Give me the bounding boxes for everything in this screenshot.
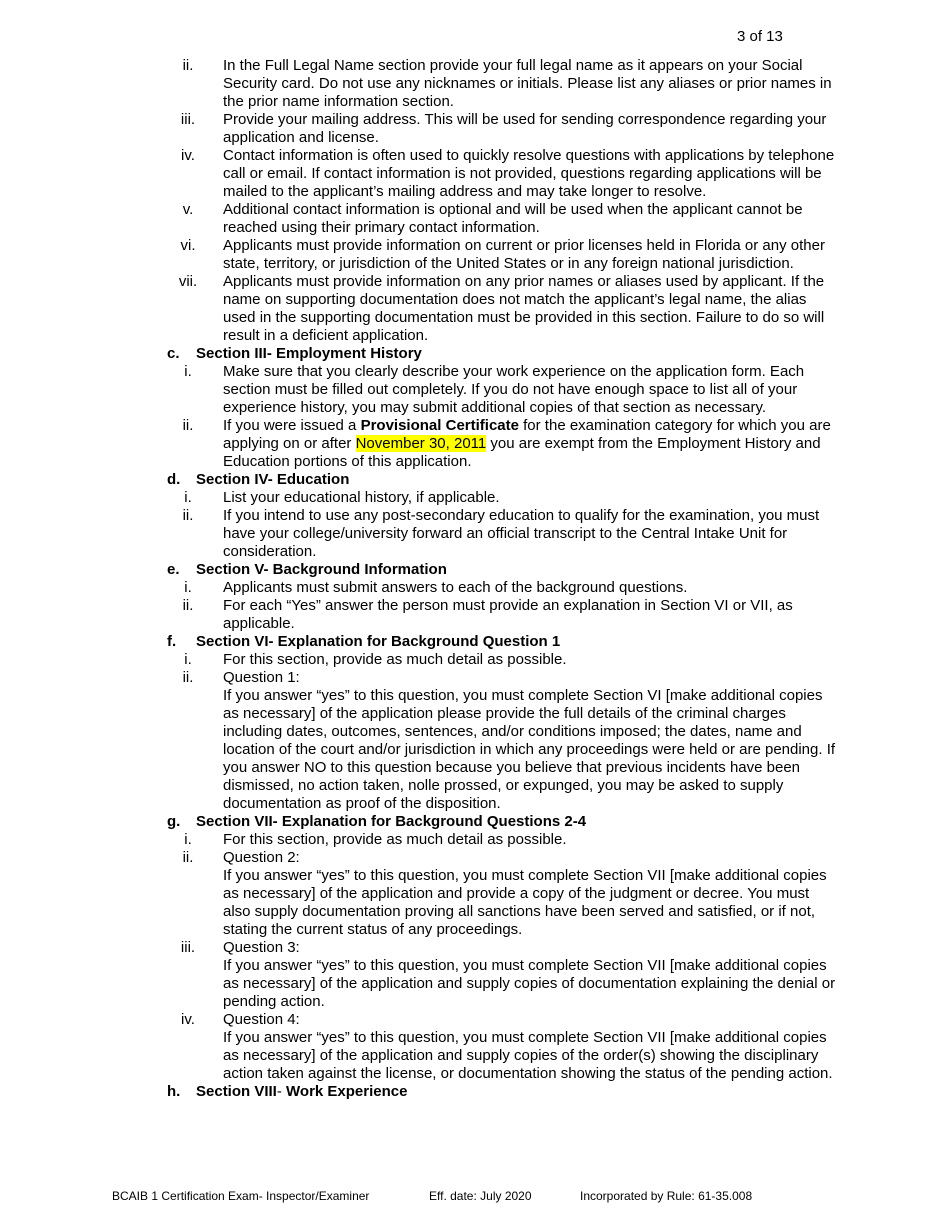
item-text: Additional contact information is optional and will be used when the applicant cannot be reached using their primary contact information. xyxy=(223,201,803,236)
item-number: ii. xyxy=(182,849,194,866)
item-number: ii. xyxy=(182,507,194,524)
section-letter: c. xyxy=(167,345,180,362)
section-title: Section V- Background Information xyxy=(196,561,447,578)
item-number: vii. xyxy=(178,273,198,290)
item-number: iii. xyxy=(180,939,196,956)
item-text: for the examination category for which you are applying on or after xyxy=(223,417,831,452)
item-text: If you intend to use any post-secondary education to qualify for the examination, you must have your college/university forward an official transcript to the Central Intake Unit for consideration. xyxy=(223,507,820,560)
list-item xyxy=(0,939,837,957)
item-number: ii. xyxy=(182,417,194,434)
list-item xyxy=(0,831,837,849)
section-title: Section III- Employment History xyxy=(196,345,422,362)
item-number: v. xyxy=(182,201,194,218)
provisional-certificate-term: Provisional Certificate xyxy=(360,417,519,434)
item-text: Question 1: xyxy=(223,669,300,686)
section-letter: f. xyxy=(167,633,177,650)
list-item xyxy=(0,1011,837,1029)
footer-exam-title: BCAIB 1 Certification Exam- Inspector/Examiner xyxy=(112,1189,370,1203)
item-text: If you were issued a xyxy=(223,417,361,434)
list-item xyxy=(0,147,837,201)
item-number: ii. xyxy=(182,57,194,74)
item-number: vi. xyxy=(180,237,196,254)
section-letter: d. xyxy=(167,471,181,488)
footer-rule-reference: Incorporated by Rule: 61-35.008 xyxy=(580,1189,753,1203)
section-letter: g. xyxy=(167,813,181,830)
list-item xyxy=(0,669,837,687)
item-number: iv. xyxy=(181,1011,195,1028)
item-text: Applicants must submit answers to each of the background questions. xyxy=(223,579,688,596)
list-item xyxy=(0,57,837,111)
list-item xyxy=(0,489,837,507)
list-item xyxy=(0,363,837,417)
section-title: Section IV- Education xyxy=(196,471,350,488)
item-text: Question 2: xyxy=(223,849,300,866)
section-title: Section VI- Explanation for Background Question 1 xyxy=(196,633,561,650)
list-item xyxy=(0,111,837,147)
item-text: For each “Yes” answer the person must provide an explanation in Section VI or VII, as applicable. xyxy=(223,597,793,632)
section-heading-education xyxy=(0,471,950,489)
item-text: For this section, provide as much detail as possible. xyxy=(223,651,567,668)
section-title-separator: - xyxy=(276,1083,282,1100)
highlighted-date: November 30, 2011 xyxy=(355,435,487,452)
item-text: Provide your mailing address. This will be used for sending correspondence regarding your application and license. xyxy=(223,111,827,146)
list-item xyxy=(0,273,837,345)
list-item xyxy=(0,849,837,867)
list-item xyxy=(0,237,837,273)
item-text: List your educational history, if applicable. xyxy=(223,489,500,506)
list-item xyxy=(0,507,837,561)
section-letter: e. xyxy=(167,561,180,578)
page-number: 3 of 13 xyxy=(737,28,783,45)
item-number: i. xyxy=(184,363,192,380)
question-4-explanation: If you answer “yes” to this question, you must complete Section VII [make additional copies as necessary] of the application and supply copies of the order(s) showing the disciplinary action taken against the license, or documentation showing the status of the pending action. xyxy=(223,1029,833,1082)
section-title: Section VIII xyxy=(196,1083,277,1100)
item-text: In the Full Legal Name section provide your full legal name as it appears on your Social Security card. Do not use any nicknames or initials. Please list any aliases or prior names in the prior name information section. xyxy=(223,57,832,110)
section-heading-background-questions-2-4 xyxy=(0,813,950,831)
question-2-explanation: If you answer “yes” to this question, you must complete Section VII [make additional copies as necessary] of the application and provide a copy of the judgment or decree. You must also supply documentation proving all sanctions have been served and satisfied, or if not, stating the current status of any proceedings. xyxy=(223,867,827,938)
footer-effective-date: Eff. date: July 2020 xyxy=(429,1189,532,1203)
question-3-explanation: If you answer “yes” to this question, you must complete Section VII [make additional copies as necessary] of the application and supply copies of documentation explaining the denial or pending action. xyxy=(223,957,836,1010)
section-heading-background-question-1 xyxy=(0,633,950,651)
item-number: i. xyxy=(184,651,192,668)
item-number: i. xyxy=(184,579,192,596)
item-text: Question 3: xyxy=(223,939,300,956)
item-text: you are exempt from the Employment History and Education portions of this application. xyxy=(223,435,821,470)
item-number: iv. xyxy=(181,147,195,164)
section-heading-employment-history xyxy=(0,345,950,363)
item-number: i. xyxy=(184,831,192,848)
document-body xyxy=(0,57,950,1101)
item-number: ii. xyxy=(182,669,194,686)
list-item xyxy=(0,579,837,597)
section-title: Section VII- Explanation for Background Questions 2-4 xyxy=(196,813,587,830)
item-number: ii. xyxy=(182,597,194,614)
section-heading-work-experience xyxy=(0,1083,950,1101)
section-letter: h. xyxy=(167,1083,181,1100)
item-text: Applicants must provide information on current or prior licenses held in Florida or any other state, territory, or jurisdiction of the United States or in any foreign national jurisdiction. xyxy=(223,237,825,272)
list-item xyxy=(0,597,837,633)
item-number: iii. xyxy=(180,111,196,128)
section-heading-background-information xyxy=(0,561,950,579)
section-title: Work Experience xyxy=(281,1083,408,1100)
item-text: Make sure that you clearly describe your work experience on the application form. Each section must be filled out completely. If you do not have enough space to list all of your experience history, you may submit additional copies of that section as necessary. xyxy=(223,363,805,416)
list-item xyxy=(0,201,837,237)
list-item-provisional-certificate xyxy=(0,417,837,471)
list-item xyxy=(0,651,837,669)
item-number: i. xyxy=(184,489,192,506)
item-text: For this section, provide as much detail as possible. xyxy=(223,831,567,848)
item-text: Applicants must provide information on any prior names or aliases used by applicant. If the name on supporting documentation does not match the applicant’s legal name, the alias used in the supporting documentation must be provided in this section. Failure to do so will result in a deficient application. xyxy=(223,273,825,344)
question-1-explanation: If you answer “yes” to this question, you must complete Section VI [make additional copies as necessary] of the application please provide the full details of the criminal charges including dates, outcomes, sentences, and/or conditions imposed; the dates, name and location of the court and/or jurisdiction in which any proceedings were held or are pending. If you answer NO to this question because you believe that previous incidents have been dismissed, no action taken, nolle prossed, or expunged, you may be asked to supply documentation as proof of the disposition. xyxy=(223,687,836,812)
item-text: Contact information is often used to quickly resolve questions with applications by telephone call or email. If contact information is not provided, questions regarding applications will be mailed to the applicant’s mailing address and may take longer to resolve. xyxy=(223,147,835,200)
item-text: Question 4: xyxy=(223,1011,300,1028)
